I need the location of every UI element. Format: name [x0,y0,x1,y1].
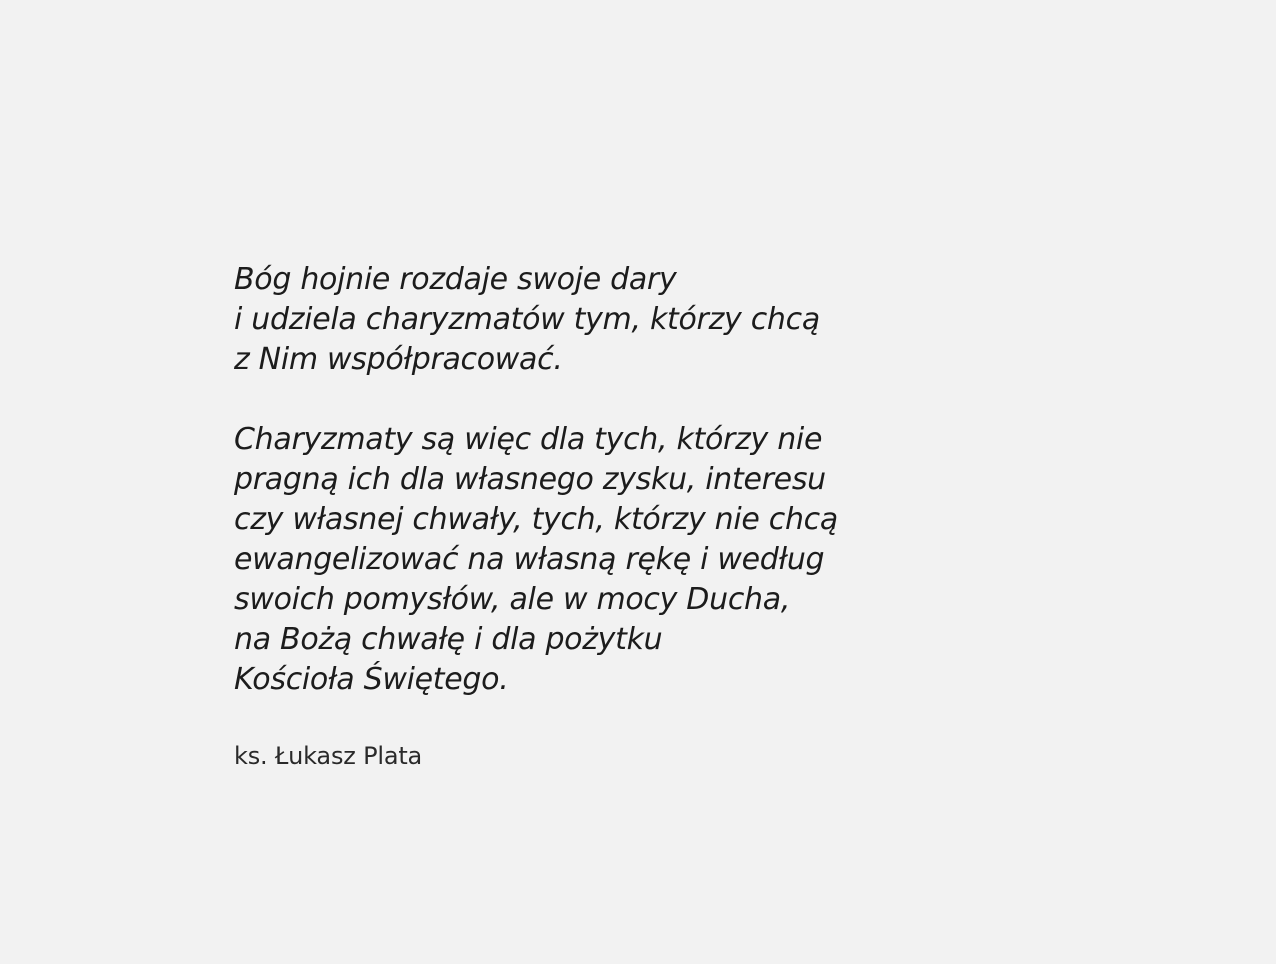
quote-line: pragną ich dla własnego zysku, interesu [234,462,826,497]
quote-line: czy własnej chwały, tych, którzy nie chcą [234,502,838,537]
quote-line: swoich pomysłów, ale w mocy Ducha, [234,582,791,617]
quote-author: ks. Łukasz Plata [234,742,423,770]
quote-stanza-1 [234,260,994,380]
quote-line: ewangelizować na własną rękę i według [234,542,825,577]
quote-line: na Bożą chwałę i dla pożytku [234,622,663,657]
quote-line: i udziela charyzmatów tym, którzy chcą [234,302,820,337]
quote-line: z Nim współpracować. [234,342,563,377]
quote-stanza-2 [234,420,994,700]
quote-line: Bóg hojnie rozdaje swoje dary [234,262,677,297]
quote-block [234,260,994,772]
quote-line: Charyzmaty są więc dla tych, którzy nie [234,422,823,457]
quote-line: Kościoła Świętego. [234,662,509,697]
